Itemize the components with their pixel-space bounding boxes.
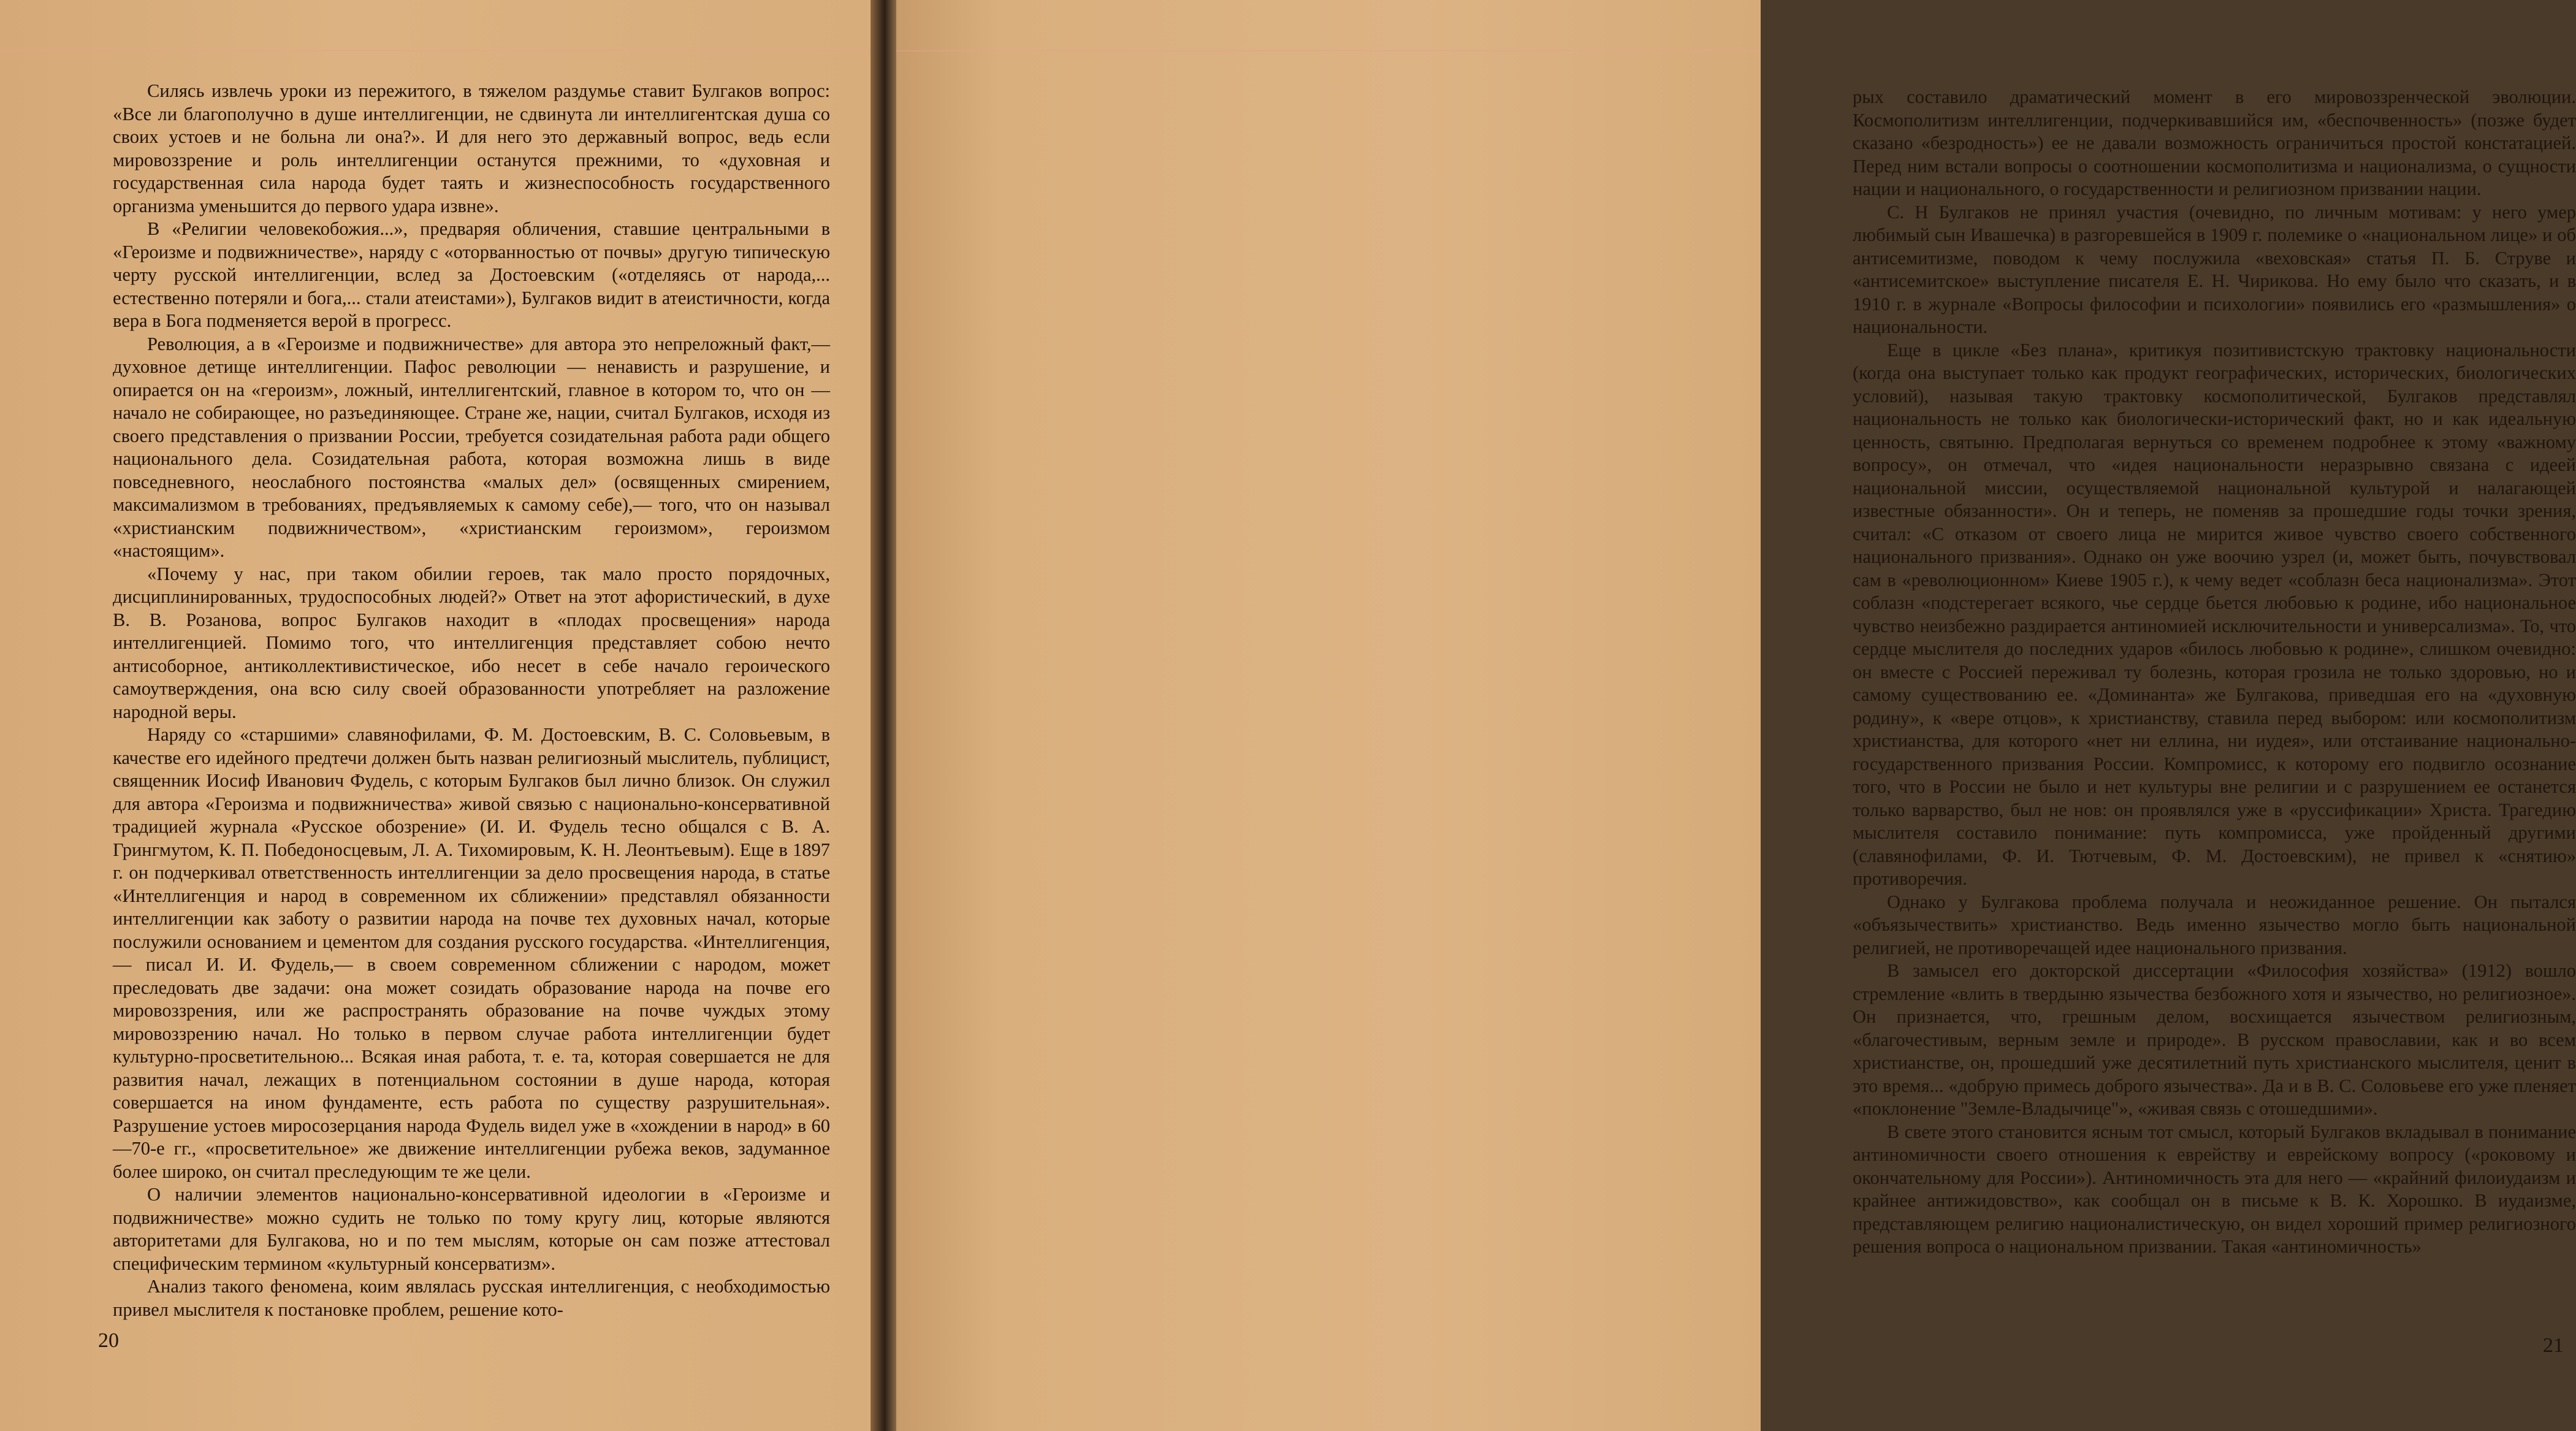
top-edge-line bbox=[896, 50, 1761, 52]
top-edge-line bbox=[0, 50, 871, 52]
right-page-text bbox=[1853, 86, 2576, 1259]
paragraph: «Почему у нас, при таком обилии героев, так мало просто порядочных, дисциплинированных, трудоспособных людей?» Ответ на этот афористический, в духе В. В. Розанова, вопрос Булгаков находит в «плодах просвещения» народа интеллигенцией. Помимо того, что интеллигенция представляет собою нечто антисоборное, антиколлективистическое, ибо несет в себе начало героического самоутверждения, она всю силу своей образованности употребляет на разложение народной веры. bbox=[113, 563, 830, 722]
book-gutter bbox=[871, 0, 896, 1431]
paragraph-continuation: рых составило драматический момент в его мировоззренческой эволюции. Космополитизм интеллигенции, подчеркивавшийся им, «беспочвенность» (позже будет сказано «безродность») ее не давали возможность ограничиться простой констатацией. Перед ним встали вопросы о соотношении космополитизма и национализма, о сущности нации и национального, о государственности и религиозном призвании нации. bbox=[1853, 86, 2576, 199]
paragraph: Анализ такого феномена, коим являлась русская интеллигенция, с необходимостью привел мыслителя к постановке проблем, решение кото- bbox=[113, 1276, 830, 1320]
paragraph: Однако у Булгакова проблема получала и неожиданное решение. Он пытался «объязычествить» христианство. Ведь именно язычество могло быть национальной религией, не противоречащей идее национального призвания. bbox=[1853, 891, 2576, 958]
page-number-right: 21 bbox=[2543, 1334, 2564, 1357]
left-page-text bbox=[113, 80, 830, 1321]
paragraph: В замысел его докторской диссертации «Философия хозяйства» (1912) вошло стремление «влить в твердыню язычества безбожного хотя и язычество, но религиозное». Он признается, что, грешным делом, восхищается язычеством религиозным, «благочестивым, верным земле и природе». В русском православии, как и во всем христианстве, он, прошедший уже десятилетний путь христианского мыслителя, ценит в это время... «добрую примесь доброго язычества». Да и в В. С. Соловьеве его уже пленяет «поклонение "Земле-Владычице"», «живая связь с отошедшими». bbox=[1853, 960, 2576, 1119]
paragraph: В свете этого становится ясным тот смысл, который Булгаков вкладывал в понимание антиномичности своего отношения к еврейству и еврейскому вопросу («роковому и окончательному для России»). Антиномичность эта для него — «крайний филоиудаизм и крайнее антижидовство», как сообщал он в письме к В. К. Хорошко. В иудаизме, представляющем религию националистическую, он видел хороший пример религиозного решения вопроса о национальном призвании. Такая «антиномичность» bbox=[1853, 1121, 2576, 1257]
paragraph: Силясь извлечь уроки из пережитого, в тяжелом раздумье ставит Булгаков вопрос: «Все ли благополучно в душе интеллигенции, не сдвинута ли интеллигентская душа со своих устоев и не больна ли она?». И для него это державный вопрос, ведь если мировоззрение и роль интеллигенции останутся прежними, то «духовная и государственная сила народа будет таять и жизнеспособность государственного организма уменьшится до первого удара извне». bbox=[113, 80, 830, 216]
paragraph: Наряду со «старшими» славянофилами, Ф. М. Достоевским, В. С. Соловьевым, в качестве его идейного предтечи должен быть назван религиозный мыслитель, публицист, священник Иосиф Иванович Фудель, с которым Булгаков был лично близок. Он служил для автора «Героизма и подвижничества» живой связью с национально-консервативной традицией журнала «Русское обозрение» (И. И. Фудель тесно общался с В. А. Грингмутом, К. П. Победоносцевым, Л. А. Тихомировым, К. Н. Леонтьевым). Еще в 1897 г. он подчеркивал ответственность интеллигенции за дело просвещения народа, в статье «Интеллигенция и народ в современном их сближении» представлял обязанности интеллигенции как заботу о развитии народа на почве тех духовных начал, которые послужили основанием и цементом для создания русского государства. «Интеллигенция,— писал И. И. Фудель,— в своем современном сближении с народом, может преследовать две задачи: она может созидать образование народа на почве его мировоззрения, или же распространять образование на почве чуждых этому мировоззрению начал. Но только в первом случае работа интеллигенции будет культурно-просветительною... Всякая иная работа, т. е. та, которая совершается не для развития начал, лежащих в потенциальном состоянии в душе народа, которая совершается на ином фундаменте, есть работа по существу разрушительная». Разрушение устоев миросозерцания народа Фудель видел уже в «хождении в народ» в 60—70-е гг., «просветительное» же движение интеллигенции рубежа веков, задуманное более широко, он считал преследующим те же цели. bbox=[113, 724, 830, 1182]
paragraph: Еще в цикле «Без плана», критикуя позитивистскую трактовку национальности (когда она выступает только как продукт географических, исторических, биологических условий), называя такую трактовку космополитической, Булгаков представлял национальность не только как биологически-исторический факт, но и как идеальную ценность, святыню. Предполагая вернуться со временем подробнее к этому «важному вопросу», он отмечал, что «идея национальности неразрывно связана с идеей национальной миссии, осуществляемой национальной культурой и налагающей известные обязанности». Он и теперь, не поменяв за прошедшие годы точки зрения, считал: «С отказом от своего лица не мирится живое чувство своего собственного национального призвания». Однако он уже воочию узрел (и, может быть, почувствовал сам в «революционном» Киеве 1905 г.), к чему ведет «соблазн беса национализма». Этот соблазн «подстерегает всякого, чье сердце бьется любовью к родине, ибо национальное чувство неизбежно раздирается антиномией исключительности и универсализма». То, что сердце мыслителя до последних ударов «билось любовью к родине», слишком очевидно: он вместе с Россией переживал ту болезнь, которая грозила не только здоровью, но и самому существованию ее. «Доминанта» же Булгакова, приведшая его на «духовную родину», к «вере отцов», к христианству, ставила перед выбором: или космополитизм христианства, для которого «нет ни еллина, ни иудея», или отстаивание национально-государственного призвания России. Компромисс, к которому его подвигло осознание того, что в России не было и нет культуры вне религии и с разрушением ее останется только варварство, был не нов: он проявлялся уже в «руссификации» Христа. Трагедию мыслителя составило понимание: путь компромисса, уже пройденный другими (славянофилами, Ф. И. Тютчевым, Ф. М. Достоевским), не привел к «снятию» противоречия. bbox=[1853, 339, 2576, 889]
page-number-left: 20 bbox=[98, 1329, 119, 1352]
left-page bbox=[0, 0, 871, 1431]
paragraph: Революция, а в «Героизме и подвижничестве» для автора это непреложный факт,— духовное детище интеллигенции. Пафос революции — ненависть и разрушение, и опирается он на «героизм», ложный, интеллигентский, главное в котором то, что он — начало не собирающее, но разъединяющее. Стране же, нации, считал Булгаков, исходя из своего представления о призвании России, требуется созидательная работа ради общего национального дела. Созидательная работа, которая возможна лишь в виде повседневного, неослабного постоянства «малых дел» (освященных смирением, максимализмом в требованиях, предъявляемых к самому себе),— того, что он называл «христианским подвижничеством», «христианским героизмом», героизмом «настоящим». bbox=[113, 333, 830, 561]
right-page bbox=[896, 0, 2576, 1431]
paragraph: С. Н Булгаков не принял участия (очевидно, по личным мотивам: у него умер любимый сын Ивашечка) в разгоревшейся в 1909 г. полемике о «национальном лице» и об антисемитизме, поводом к чему послужила «веховская» статья П. Б. Струве и «антисемитское» выступление писателя Е. Н. Чирикова. Но ему было что сказать, и в 1910 г. в журнале «Вопросы философии и психологии» появились его «размышления» о национальности. bbox=[1853, 201, 2576, 337]
paragraph: О наличии элементов национально-консервативной идеологии в «Героизме и подвижничестве» можно судить не только по тому кругу лиц, которые являются авторитетами для Булгакова, но и по тем мыслям, которые он сам позже аттестовал специфическим термином «культурный консерватизм». bbox=[113, 1184, 830, 1274]
paragraph: В «Религии человекобожия...», предваряя обличения, ставшие центральными в «Героизме и подвижничестве», наряду с «оторванностью от почвы» другую типическую черту русской интеллигенции, вслед за Достоевским («отделяясь от народа,... естественно потеряли и бога,... стали атеистами»), Булгаков видит в атеистичности, когда вера в Бога подменяется верой в прогресс. bbox=[113, 218, 830, 331]
